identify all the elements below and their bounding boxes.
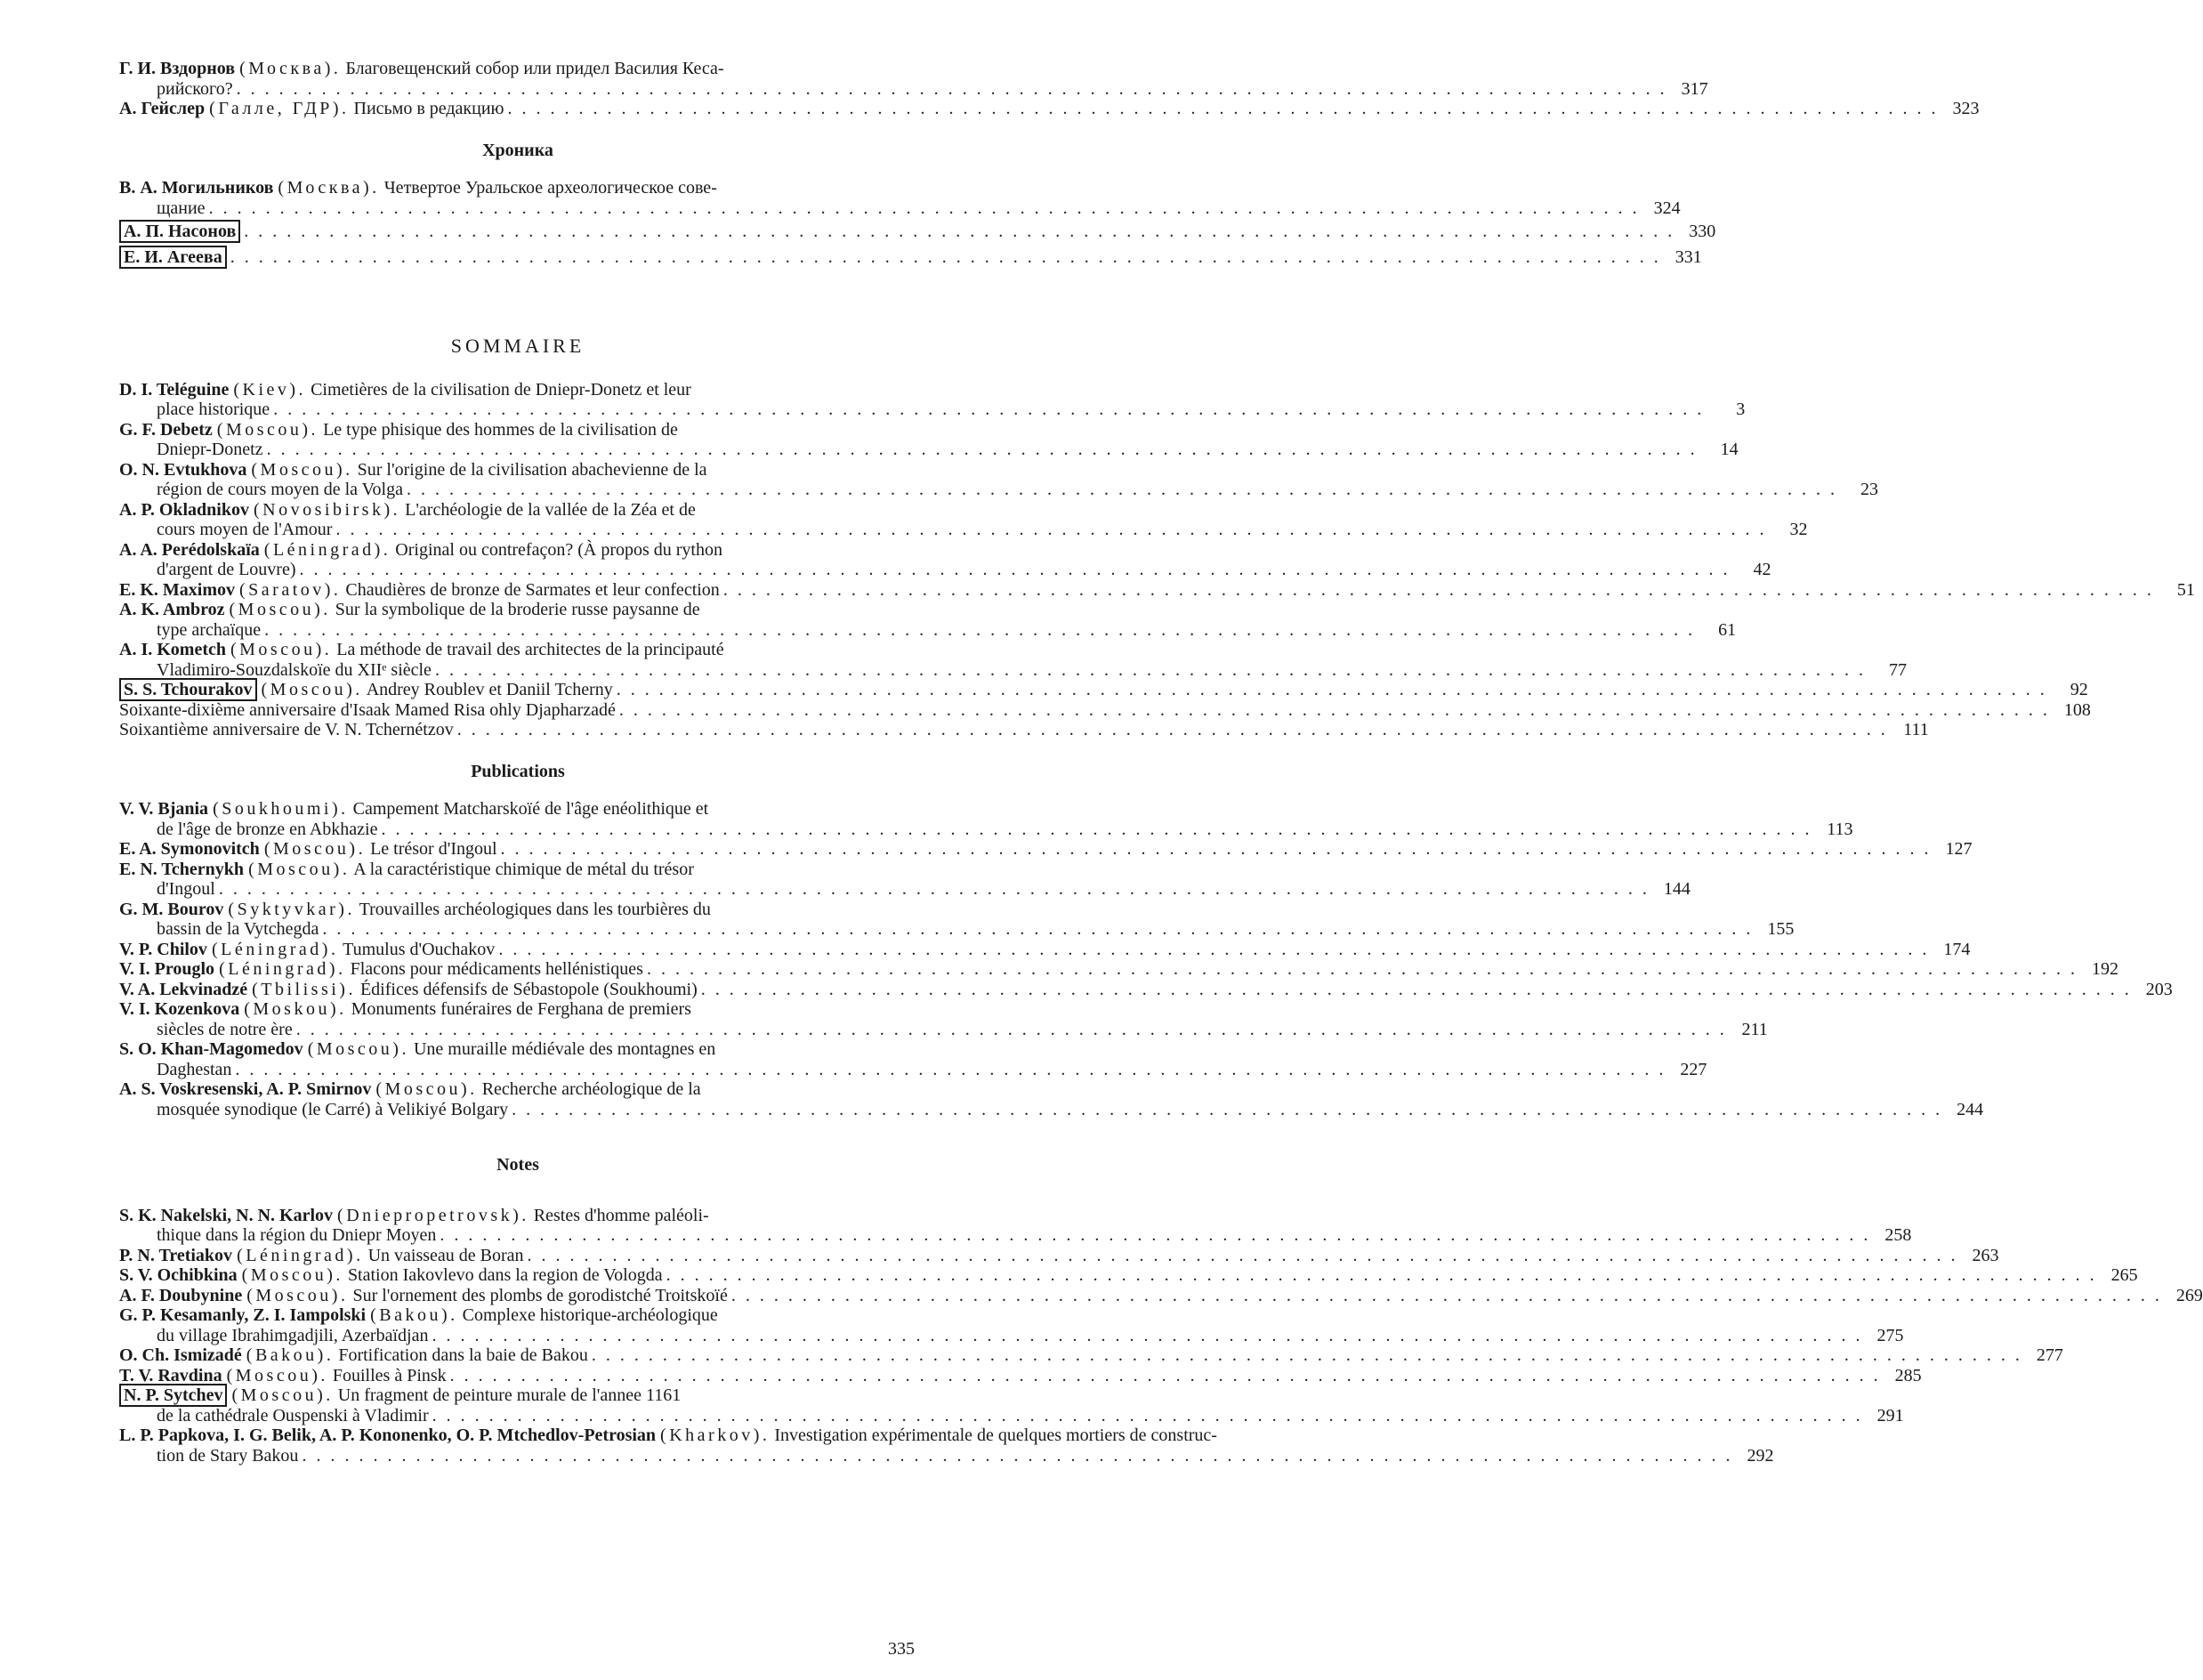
toc-entry	[119, 459, 1878, 500]
entry-city: (Moscou).	[375, 1079, 478, 1099]
toc-entry	[119, 979, 2173, 1000]
toc-entry	[119, 1426, 1774, 1466]
entry-page: 108	[2063, 699, 2091, 720]
entry-title: La méthode de travail des architectes de la principauté	[336, 640, 724, 659]
entry-page: 324	[1653, 198, 1681, 218]
entry-page: 292	[1747, 1445, 1774, 1466]
entry-city: (Bakou).	[246, 1345, 335, 1365]
entry-page: 285	[1894, 1365, 1922, 1385]
toc-entry	[119, 1039, 1707, 1079]
entry-city: (Moscou).	[231, 1385, 334, 1405]
entry-title-cont: mosquée synodique (le Carré) à Velikiyé Bolgary	[157, 1099, 509, 1119]
entry-page: 330	[1689, 222, 1716, 241]
entry-page: 203	[2145, 979, 2173, 999]
entry-author: V. I. Kozenkova	[119, 999, 240, 1019]
entry-author: G. P. Kesamanly, Z. I. Iampolski	[119, 1305, 367, 1325]
entry-author: E. K. Maximov	[119, 579, 235, 600]
entry-city: (Novosibirsk).	[254, 499, 401, 520]
entry-title: Campement Matcharskoïé de l'âge enéolithique et	[352, 799, 709, 819]
entry-page: 275	[1876, 1325, 1904, 1345]
entry-page: 23	[1860, 480, 1878, 499]
entry-page: 113	[1827, 819, 1853, 839]
toc-entry	[119, 1385, 1904, 1426]
table-of-contents	[119, 59, 2203, 1466]
entry-city: (Dniepropetrovsk).	[337, 1205, 529, 1225]
entry-title-cont: tion de Stary Bakou	[157, 1445, 299, 1466]
entry-title: A la caractéristique chimique de métal du trésor	[353, 859, 694, 879]
entry-title-cont: cours moyen de l'Amour	[157, 520, 333, 539]
toc-entry	[119, 939, 1971, 960]
toc-entry	[119, 59, 1708, 99]
entry-title: Flacons pour médicaments hellénistiques	[350, 959, 643, 979]
entry-title-cont: щание	[157, 198, 206, 218]
entry-page: 291	[1876, 1405, 1904, 1426]
toc-entry	[119, 600, 1737, 640]
toc-entry	[119, 1079, 1984, 1119]
entry-page: 32	[1789, 520, 1808, 539]
entry-page: 277	[2036, 1345, 2063, 1365]
entry-page: 3	[1736, 400, 1746, 419]
toc-entry	[119, 246, 1702, 268]
entry-author: V. P. Chilov	[119, 939, 207, 959]
toc-entry	[119, 640, 1907, 680]
entry-city: (Léningrad).	[219, 959, 346, 979]
entry-author: S. S. Tchourakov	[119, 678, 257, 701]
toc-entry	[119, 539, 1771, 580]
entry-city: (Галле, ГДР).	[209, 99, 350, 118]
entry-title: Investigation expérimentale de quelques mortiers de construc-	[774, 1426, 1217, 1445]
entry-author: V. A. Lekvinadzé	[119, 979, 248, 999]
entry-title: Четвертое Уральское археологическое сове-	[383, 178, 717, 198]
toc-entry	[119, 222, 1716, 242]
entry-author: G. F. Debetz	[119, 419, 213, 440]
entry-title-cont: рийского?	[157, 78, 233, 99]
entry-author: A. P. Okladnikov	[119, 499, 249, 520]
entry-author: P. N. Tretiakov	[119, 1245, 233, 1265]
entry-city: (Moscou).	[241, 1265, 343, 1285]
entry-title: Station Iakovlevo dans la region de Vologda	[347, 1265, 663, 1285]
entry-city: (Kharkov).	[660, 1426, 771, 1445]
entry-city: (Kiev).	[233, 379, 307, 400]
toc-entry	[119, 579, 2195, 601]
entry-title: Complexe historique-archéologique	[462, 1305, 718, 1325]
entry-title: Cimetières de la civilisation de Dniepr-Donetz et leur	[311, 379, 691, 400]
toc-entry	[119, 1305, 1904, 1345]
entry-page: 61	[1718, 619, 1737, 640]
entry-author: В. А. Могильников	[119, 178, 274, 198]
toc-entry	[119, 99, 1980, 119]
toc-entry	[119, 419, 1739, 460]
entry-page: 192	[2091, 959, 2118, 979]
entry-author: E. A. Symonovitch	[119, 839, 260, 859]
entry-page: 317	[1681, 78, 1708, 99]
entry-author: S. O. Khan-Magomedov	[119, 1039, 303, 1059]
entry-city: (Soukhoumi).	[213, 799, 349, 819]
entry-page: 127	[1945, 839, 1973, 859]
entry-title-cont: thique dans la région du Dniepr Moyen	[157, 1225, 437, 1245]
entry-author: A. S. Voskresenski, A. P. Smirnov	[119, 1079, 372, 1099]
entry-title: Sur l'ornement des plombs de gorodistché Troitskoïé	[352, 1285, 728, 1305]
toc-entry	[119, 1205, 1912, 1246]
entry-page: 42	[1753, 560, 1771, 579]
notes-list	[119, 1205, 2203, 1466]
toc-entry	[119, 499, 1808, 540]
entry-title: Un vaisseau de Boran	[367, 1245, 524, 1265]
section-title-notes: Notes	[496, 1155, 539, 1175]
entry-page: 227	[1680, 1059, 1707, 1079]
entry-author: V. I. Prouglo	[119, 959, 215, 979]
entry-page: 111	[1903, 720, 1929, 739]
entry-city: (Moscou).	[261, 680, 363, 699]
sommaire-title: SOMMAIRE	[450, 335, 585, 357]
entry-city: (Moscou).	[229, 600, 331, 619]
entry-author: T. V. Ravdina	[119, 1365, 222, 1385]
entry-title-cont: de l'âge de bronze en Abkhazie	[157, 819, 378, 839]
entry-city: (Moscou).	[248, 859, 351, 879]
entry-city: (Saratov).	[239, 579, 342, 600]
toc-entry	[119, 839, 1973, 860]
entry-author: V. V. Bjania	[119, 799, 209, 819]
entry-author: А. Гейслер	[119, 99, 206, 118]
entry-author: S. V. Ochibkina	[119, 1265, 238, 1285]
entry-author: A. A. Perédolskaïa	[119, 539, 260, 560]
obituary-name-box: А. П. Насонов	[119, 220, 240, 243]
entry-page: 331	[1674, 246, 1702, 267]
entry-title: Благовещенский собор или придел Василия Кеса-	[345, 59, 724, 78]
toc-entry	[119, 379, 1746, 420]
entry-city: (Moskou).	[244, 999, 347, 1019]
toc-entry	[119, 859, 1691, 900]
entry-page: 263	[1972, 1245, 1999, 1265]
entry-title-cont: Dniepr-Donetz	[157, 440, 263, 459]
entry-title: Le type phisique des hommes de la civilisation de	[323, 419, 678, 440]
entry-page: 258	[1884, 1225, 1912, 1245]
entry-title-cont: de la cathédrale Ouspenski à Vladimir	[157, 1405, 429, 1426]
toc-entry	[119, 1245, 1999, 1266]
toc-entry	[119, 680, 2088, 700]
page-number: 335	[888, 1639, 915, 1659]
publications-list	[119, 799, 2173, 1119]
entry-author: S. K. Nakelski, N. N. Karlov	[119, 1205, 334, 1225]
entry-page: 244	[1957, 1099, 1984, 1119]
entry-title: Une muraille médiévale des montagnes en	[413, 1039, 716, 1059]
entry-page: 14	[1720, 440, 1739, 459]
entry-title-cont: Vladimiro-Souzdalskoïe du XIIᵉ siècle	[157, 659, 432, 680]
entry-city: (Москва).	[278, 178, 380, 198]
entry-city: (Москва).	[239, 59, 342, 78]
entry-title: Tumulus d'Ouchakov	[343, 939, 496, 959]
entry-title-cont: type archaïque	[157, 619, 262, 640]
entry-author: A. I. Kometch	[119, 640, 226, 659]
toc-entry	[119, 1285, 2203, 1306]
entry-title: Soixantième anniversaire de V. N. Tchernétzov	[119, 720, 454, 739]
entry-author: O. N. Evtukhova	[119, 459, 247, 480]
entry-page: 265	[2110, 1265, 2138, 1285]
entry-page: 269	[2175, 1285, 2203, 1305]
entry-title: Andrey Roublev et Daniil Tcherny	[366, 680, 613, 699]
entry-title-cont: du village Ibrahimgadjili, Azerbaïdjan	[157, 1325, 429, 1345]
entry-page: 77	[1888, 659, 1907, 680]
entry-title: Original ou contrefaçon? (À propos du rython	[395, 539, 722, 560]
section-title-publications: Publications	[471, 761, 565, 781]
entry-title: Monuments funéraires de Ferghana de premiers	[351, 999, 691, 1019]
toc-entry	[119, 959, 2118, 980]
entry-title: Chaudières de bronze de Sarmates et leur confection	[345, 579, 720, 600]
entry-city: (Moscou).	[226, 1365, 328, 1385]
entry-title: Fouilles à Pinsk	[332, 1365, 447, 1385]
toc-entry	[119, 720, 1929, 740]
entry-title: Письмо в редакцию	[353, 99, 504, 118]
entry-city: (Léningrad).	[237, 1245, 364, 1265]
entry-city: (Moscou).	[307, 1039, 409, 1059]
entry-city: (Syktyvkar).	[228, 899, 355, 919]
entry-title-cont: région de cours moyen de la Volga	[157, 480, 403, 499]
entry-title: Soixante-dixième anniversaire d'Isaak Mamed Risa ohly Djapharzadé	[119, 699, 616, 720]
obituary-name-box: Е. И. Агеева	[119, 246, 227, 269]
entry-page: 174	[1943, 939, 1971, 959]
entry-city: (Moscou).	[230, 640, 333, 659]
entry-city: (Tbilissi).	[252, 979, 356, 999]
entry-city: (Moscou).	[263, 839, 367, 859]
entry-title: Édifices défensifs de Sébastopole (Soukhoumi)	[359, 979, 698, 999]
entry-city: (Léningrad).	[263, 539, 391, 560]
toc-entry	[119, 1265, 2138, 1286]
entry-title: L'archéologie de la vallée de la Zéa et de	[405, 499, 696, 520]
entry-author: A. F. Doubynine	[119, 1285, 243, 1305]
entry-title: Trouvailles archéologiques dans les tourbières du	[359, 899, 711, 919]
entry-title-cont: bassin de la Vytchegda	[157, 919, 319, 939]
entry-author: O. Ch. Ismizadé	[119, 1345, 242, 1365]
entry-title: Un fragment de peinture murale de l'annee 1161	[337, 1385, 682, 1405]
toc-entry	[119, 799, 1853, 839]
entry-title-cont: d'argent de Louvre)	[157, 560, 296, 579]
toc-entry	[119, 899, 1795, 940]
toc-entry	[119, 1345, 2063, 1366]
entry-author: L. P. Papkova, I. G. Belik, A. P. Kononenko, O. P. Mtchedlov-Petrosian	[119, 1426, 657, 1445]
entry-city: (Léningrad).	[211, 939, 339, 959]
toc-entry	[119, 1365, 1922, 1386]
entry-title: Restes d'homme paléoli-	[533, 1205, 709, 1225]
entry-title: Recherche archéologique de la	[481, 1079, 701, 1099]
entry-author: N. P. Sytchev	[119, 1384, 227, 1407]
entry-page: 323	[1952, 99, 1980, 118]
entry-page: 92	[2070, 680, 2088, 699]
toc-entry	[119, 999, 1768, 1039]
entry-city: (Moscou).	[216, 419, 319, 440]
entry-page: 155	[1767, 919, 1795, 939]
entry-title: Fortification dans la baie de Bakou	[338, 1345, 588, 1365]
entry-author: G. M. Bourov	[119, 899, 224, 919]
section-title-chronicle: Хроника	[482, 140, 553, 160]
entry-title-cont: Daghestan	[157, 1059, 232, 1079]
entry-city: (Moscou).	[246, 1285, 349, 1305]
entry-page: 211	[1741, 1019, 1768, 1039]
toc-entry	[119, 699, 2091, 721]
entry-city: (Moscou).	[251, 459, 353, 480]
entry-author: E. N. Tchernykh	[119, 859, 245, 879]
entry-city: (Bakou).	[370, 1305, 458, 1325]
entry-title-cont: place historique	[157, 400, 270, 419]
entry-page: 144	[1663, 879, 1691, 899]
entry-title-cont: siècles de notre ère	[157, 1019, 293, 1039]
entry-author: D. I. Teléguine	[119, 379, 230, 400]
entry-title: Sur l'origine de la civilisation abachevienne de la	[357, 459, 707, 480]
entry-page: 51	[2176, 579, 2195, 600]
entry-title-cont: d'Ingoul	[157, 879, 215, 899]
entry-title: Le trésor d'Ingoul	[370, 839, 497, 859]
entry-author: A. K. Ambroz	[119, 600, 225, 619]
toc-entry	[119, 178, 1681, 218]
entry-title: Sur la symbolique de la broderie russe paysanne de	[335, 600, 700, 619]
sommaire-list	[119, 379, 2195, 740]
entry-author: Г. И. Вздорнов	[119, 59, 236, 78]
